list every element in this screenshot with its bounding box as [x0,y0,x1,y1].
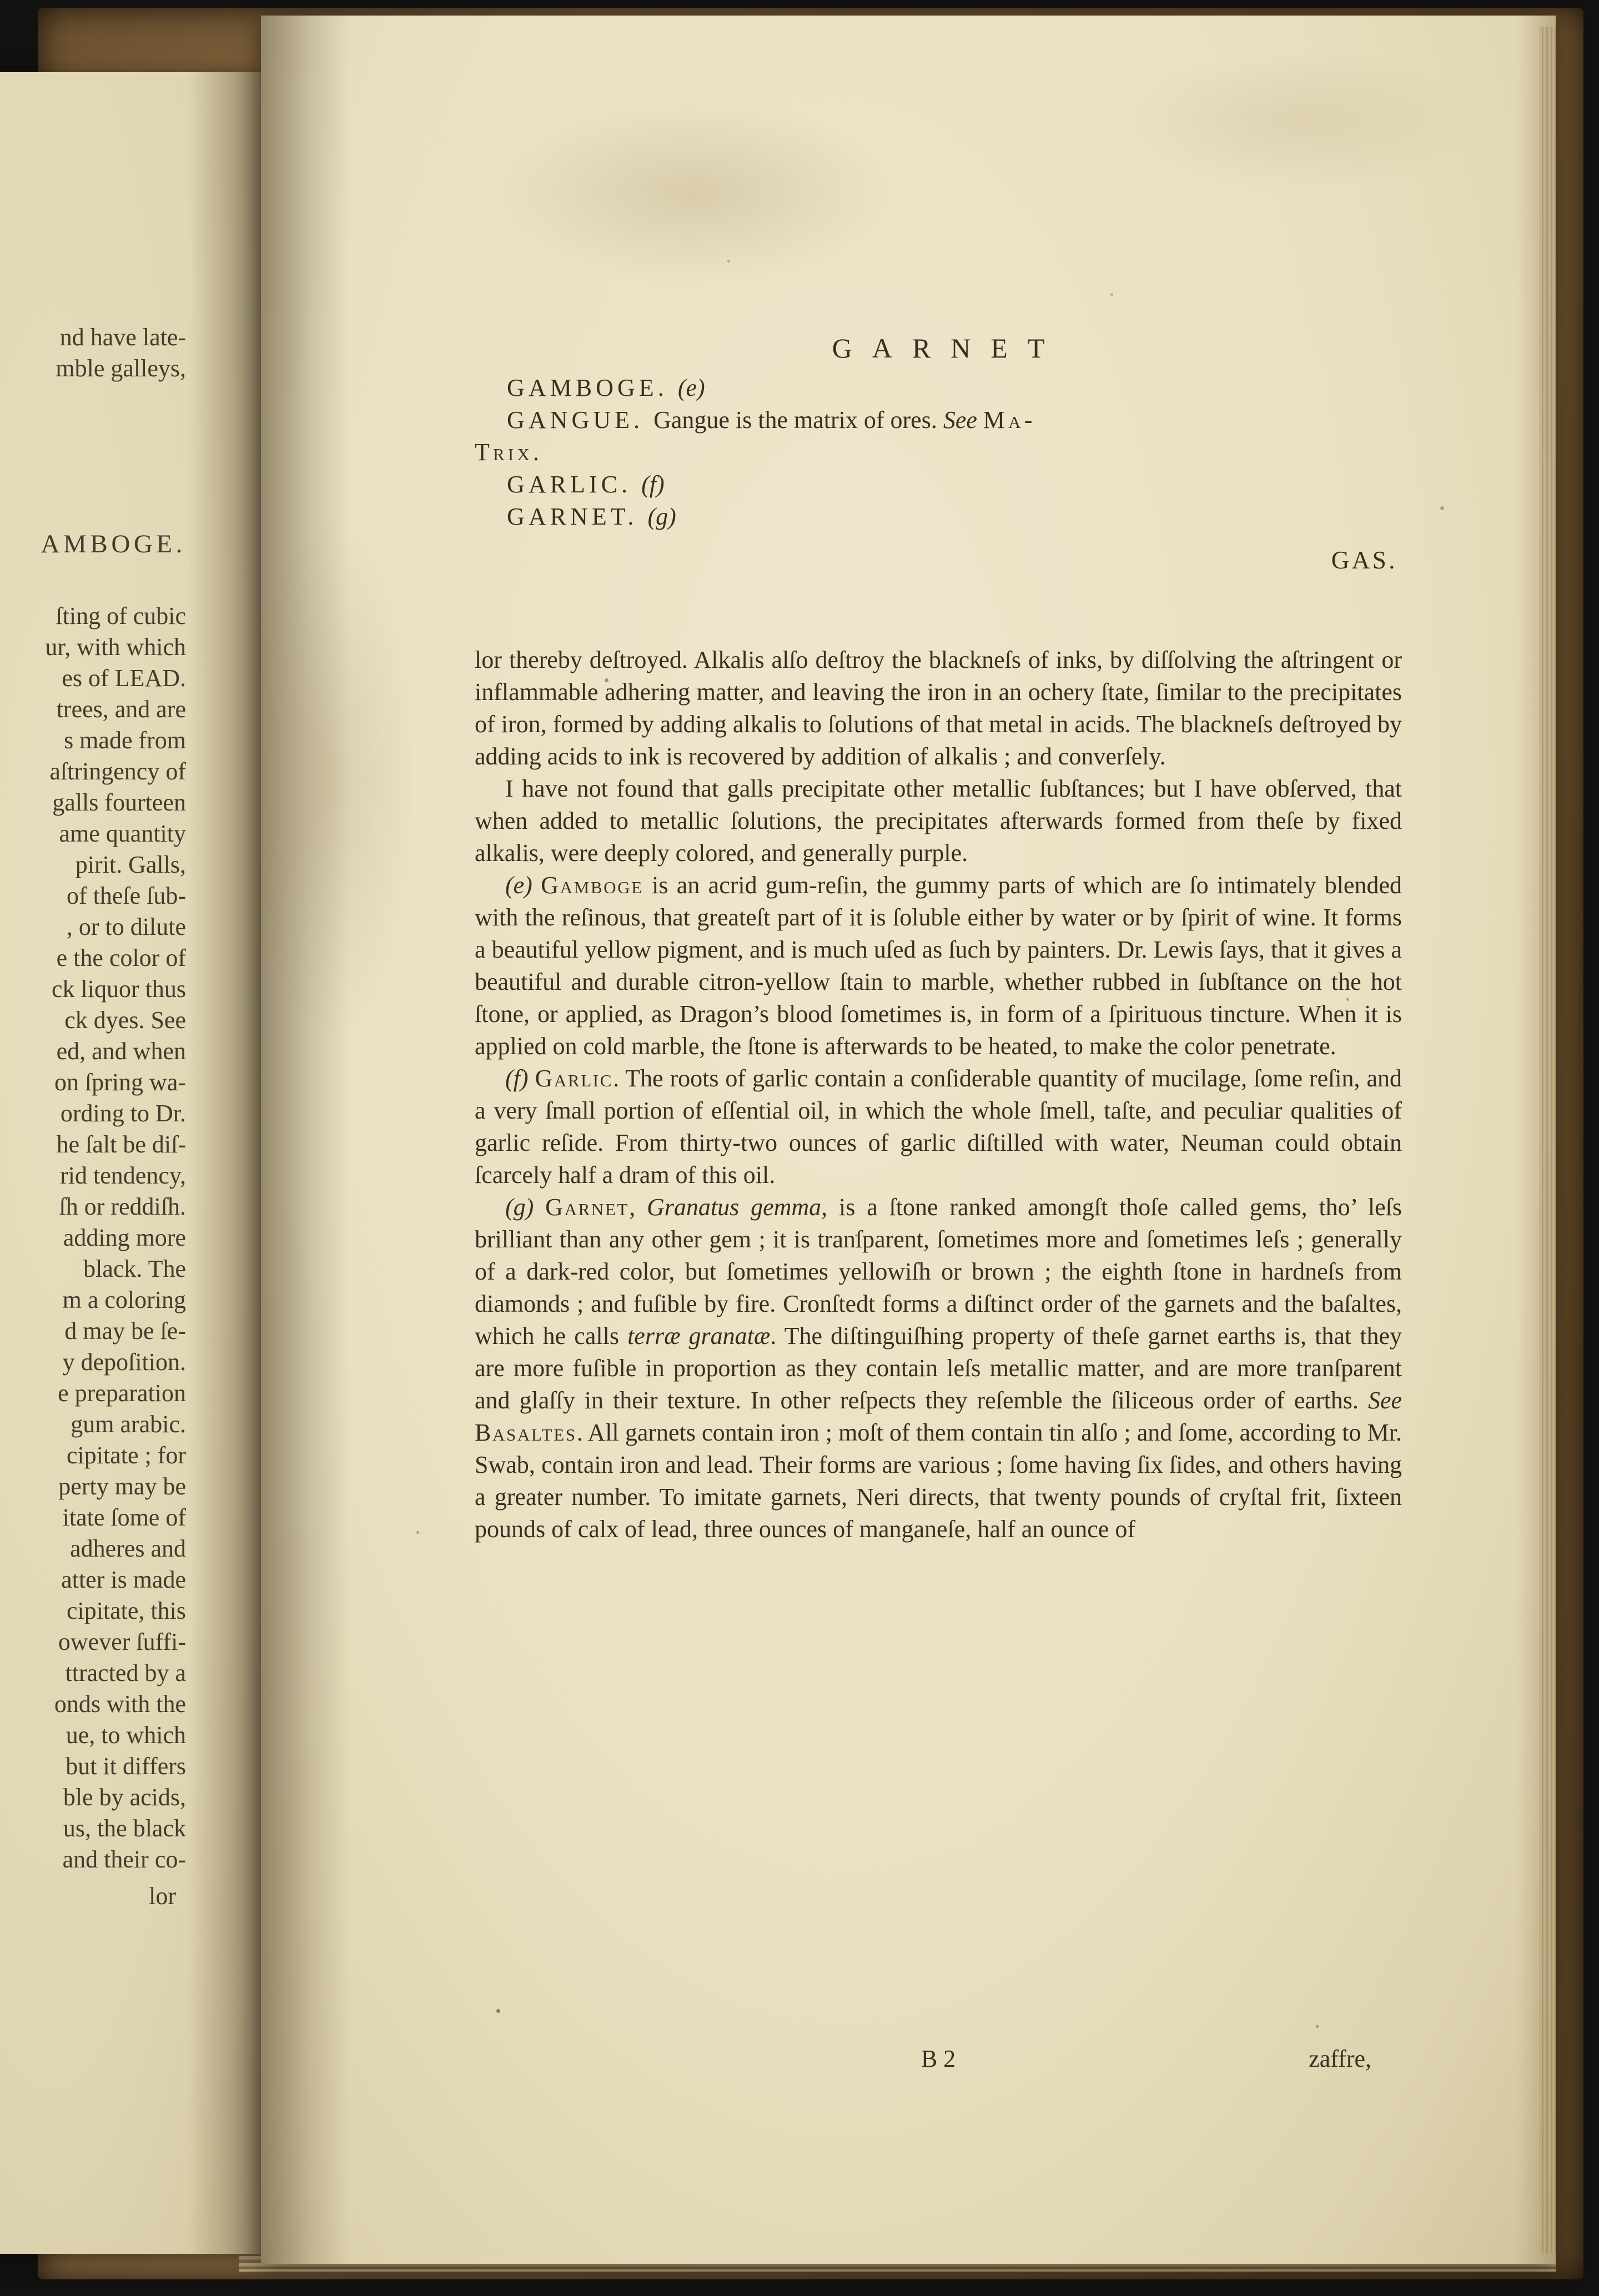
left-page-heading-fragment: AMBOGE. [41,530,186,558]
text-line: galls fourteen [52,789,186,816]
text-run: GARLIC. [507,471,642,498]
text-line: ue, to which [66,1721,186,1749]
text-line: ck dyes. See [64,1006,186,1034]
text-run: (g) [505,1194,546,1221]
text-line: itate ſome of [62,1504,186,1531]
paragraph [475,501,1402,533]
text-run: GAMBOGE. [507,374,678,401]
paper-specks [250,4,253,7]
left-page-top-fragment [0,322,186,384]
text-line: mble galleys, [56,355,186,382]
text-line: on ſpring wa- [54,1069,186,1096]
left-page-catchword: lor [149,1882,176,1910]
text-run: . The diſtinguiſhing property of theſe garnet earths is, that they are more fuſible in proportion as they contain leſs metallic matter, and are more tranſparent and glaſſy in their texture. In other reſpects they reſemble the ſiliceous order of earths. [475,1322,1402,1414]
text-run: Gangue is the matrix of ores. [653,406,943,434]
gas-label: GAS. [1331,546,1397,574]
text-line: pirit. Galls, [75,851,186,878]
text-run: See [1367,1387,1402,1414]
text-run: (f) [505,1065,535,1092]
paragraph [475,644,1402,773]
left-page-text-column [0,601,186,1875]
text-run: lor thereby deſtroyed. Alkalis alſo deſtroy the blackneſs of inks, by diſſolving the aſtringent or inflammable adhering matter, and leaving the iron in an ochery ſtate, ſimilar to the precipitates of iron, formed by adding alkalis to ſolutions of that metal in acids. The blackneſs deſtroyed by adding acids to ink is recovered by addition of alkalis ; and converſely. [475,646,1402,770]
paragraph [475,372,1402,404]
text-line: ck liquor thus [52,975,186,1003]
text-run: Gamboge [541,872,643,899]
text-run: Granatus gemma [646,1194,822,1221]
text-run: (e) [505,872,541,899]
text-line: but it differs [66,1753,186,1780]
signature-mark: B 2 [921,2045,956,2072]
signature-line [475,2043,1402,2075]
text-run: Garlic [535,1065,614,1092]
text-line: s made from [64,727,186,754]
text-run: GARNET. [507,503,648,530]
text-line: perty may be [58,1473,186,1500]
right-page [261,16,1556,2264]
text-line: us, the black [63,1815,186,1842]
text-run: Basaltes [475,1419,577,1446]
page-edge-stack-right [1539,27,1556,2253]
paragraph [475,404,1402,436]
catchword: zaffre, [1309,2045,1371,2072]
text-line: cipitate, this [66,1597,186,1624]
text-line: ble by acids, [63,1784,186,1811]
entries-list [475,372,1402,533]
text-run: , is a ſtone ranked amongſt thoſe called gems, tho’ leſs brilliant than any other gem ; it is tranſparent, ſometimes more and ſometimes leſs ; generally of a dark-red color, but ſometimes yellowiſh or brown ; the eighth ſtone in hardneſs from diamonds ; and fuſible by fire. Cronſtedt forms a diſtinct order of the garnets and the baſaltes, which he calls [475,1194,1402,1350]
paragraph [475,869,1402,1063]
text-line: e preparation [58,1379,186,1407]
body-text [475,644,1402,1545]
text-line: ed, and when [56,1038,186,1065]
text-line: , or to dilute [66,913,186,940]
text-line: rid tendency, [60,1162,186,1189]
text-line: adding more [63,1224,186,1251]
text-line: ttracted by a [65,1659,186,1686]
text-line: aſtringency of [49,758,186,785]
text-run: terræ granatæ [627,1322,771,1350]
text-run: I have not found that galls precipitate other metallic ſubſtances; but I have obſerved, that when added to metallic ſolutions, the precipitates afterwards formed from theſe by fixed alkalis, were deeply colored, and generally purple. [475,775,1402,867]
text-line: e the color of [56,944,186,971]
text-line: es of LEAD. [62,664,186,692]
text-line: onds with the [54,1690,186,1718]
paragraph [475,1063,1402,1191]
text-line: he ſalt be diſ- [56,1131,186,1158]
paragraph [475,1191,1402,1545]
text-line: m a coloring [62,1286,186,1313]
text-run: Garnet [545,1194,630,1221]
text-line: cipitate ; for [66,1442,186,1469]
text-line: adheres and [70,1535,186,1562]
text-line: of theſe ſub- [66,882,186,909]
text-column [475,16,1402,2264]
text-run: (e) [677,374,705,401]
text-run: , [629,1194,647,1221]
paragraph [475,469,1402,501]
text-run: . The roots of garlic contain a conſiderable quantity of mucilage, ſome reſin, and a very ſmall portion of eſſential oil, in which the whole ſmell, taſte, and peculiar qualities of garlic reſide. From thirty-two ounces of garlic diſtilled with water, Neuman could obtain ſcarcely half a dram of this oil. [475,1065,1402,1189]
text-line: ur, with which [45,633,186,661]
text-line: owever ſuffi- [58,1628,186,1655]
text-line: ſh or reddiſh. [59,1193,186,1220]
paragraph [475,773,1402,869]
text-line: nd have late- [59,324,186,351]
gutter-shadow [189,72,264,2254]
text-run: . All garnets contain iron ; moſt of them contain tin alſo ; and ſome, according to Mr. Swab, contain iron and lead. Their forms are various ; ſome having ſix ſides, and others having a greater number. To imitate garnets, Neri directs, that twenty pounds of cryſtal frit, ſixteen pounds of calx of lead, three ounces of manganeſe, half an ounce of [475,1419,1402,1543]
text-line: d may be ſe- [64,1317,186,1345]
gutter-shadow-main [261,16,350,2264]
text-run: Ma- [983,406,1036,434]
text-run: is an acrid gum-reſin, the gummy parts of which are ſo intimately blended with the reſinous, that greateſt part of it is ſoluble either by water or by ſpirit of wine. It forms a beautiful yellow pigment, and is much uſed as ſuch by painters. Dr. Lewis ſays, that it gives a beautiful and durable citron-yellow ſtain to marble, whether rubbed in ſubſtance on the hot ſtone, or applied, as Dragon’s blood ſometimes is, in form of a ſpirituous tincture. When it is applied on cold marble, the ſtone is afterwards to be heated, to make the color penetrate. [475,872,1402,1060]
text-line: ame quantity [59,820,186,847]
running-head: GARNET [832,333,1065,364]
text-line: y depoſition. [62,1348,186,1376]
text-run: (f) [641,471,665,498]
text-run: GANGUE. [507,406,654,434]
text-run: Trix. [475,439,543,466]
text-line: black. The [83,1255,186,1282]
text-line: and their co- [62,1846,186,1873]
text-line: ording to Dr. [60,1100,186,1127]
text-line: ſting of cubic [56,602,186,630]
text-run: See [943,406,983,434]
text-line: atter is made [61,1566,186,1593]
text-line: gum arabic. [71,1411,186,1438]
text-run: (g) [647,503,676,530]
left-page [0,72,264,2254]
paragraph [475,436,1402,469]
text-line: trees, and are [56,696,186,723]
